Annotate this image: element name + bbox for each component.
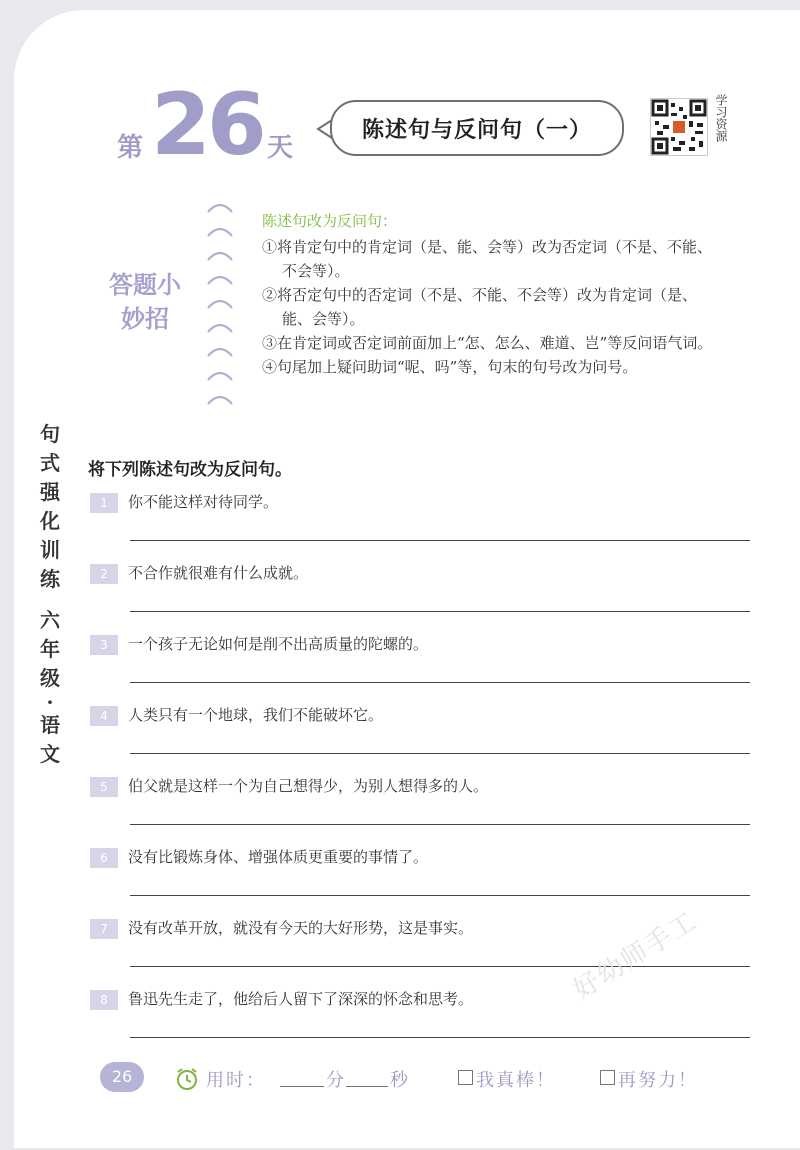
footer (100, 1060, 740, 1096)
question-text: 你不能这样对待同学。 (128, 493, 279, 511)
side-caption-top: 句式强化训练 (40, 422, 60, 591)
page-number: 26 (100, 1062, 144, 1092)
question-number: 6 (90, 848, 118, 868)
question-8 (90, 990, 770, 1060)
exercise-instruction: 将下列陈述句改为反问句。 (88, 460, 292, 480)
tip-item: ②将否定句中的否定词（不是、不能、不会等）改为肯定词（是、能、会等）。 (262, 286, 698, 328)
try-harder-checkbox-label: 再努力！ (618, 1070, 698, 1091)
second-unit: 秒 (390, 1070, 410, 1091)
alarm-clock-icon (174, 1066, 200, 1092)
side-caption-subject: 语文 (40, 713, 60, 766)
day-number: 26 (151, 75, 263, 175)
answer-line[interactable] (130, 824, 750, 825)
question-6 (90, 848, 770, 918)
seconds-blank[interactable] (346, 1086, 388, 1087)
minute-unit: 分 (326, 1070, 346, 1091)
question-4 (90, 706, 770, 776)
qr-label: 学习资源 (714, 94, 728, 142)
great-checkbox[interactable] (458, 1070, 473, 1085)
tip-item: ①将肯定句中的肯定词（是、能、会等）改为否定词（不是、不能、不会等）。 (262, 238, 713, 280)
qr-code-icon[interactable] (650, 98, 708, 156)
question-text: 没有改革开放，就没有今天的大好形势，这是事实。 (128, 919, 474, 937)
answer-line[interactable] (130, 966, 750, 967)
question-3 (90, 635, 770, 705)
question-number: 7 (90, 919, 118, 939)
question-number: 8 (90, 990, 118, 1010)
question-text: 没有比锻炼身体、增强体质更重要的事情了。 (128, 848, 429, 866)
answer-line[interactable] (130, 540, 750, 541)
watermark: 好幼师手工 (568, 905, 703, 1006)
side-caption-dot: · (46, 690, 54, 714)
great-checkbox-label: 我真棒！ (476, 1070, 556, 1091)
question-number: 2 (90, 564, 118, 584)
question-text: 不合作就很难有什么成就。 (128, 564, 309, 582)
answer-line[interactable] (130, 895, 750, 896)
answer-line[interactable] (130, 1037, 750, 1038)
side-caption (38, 420, 62, 769)
question-number: 5 (90, 777, 118, 797)
binder-rings-icon (200, 200, 240, 410)
question-2 (90, 564, 770, 634)
question-number: 3 (90, 635, 118, 655)
day-badge (105, 75, 305, 175)
minutes-blank[interactable] (280, 1086, 324, 1087)
side-caption-grade: 六年级 (40, 608, 60, 690)
tip-item: ④句尾加上疑问助词“呢、吗”等，句末的句号改为问号。 (262, 358, 638, 376)
question-text: 人类只有一个地球，我们不能破坏它。 (128, 706, 384, 724)
try-harder-checkbox[interactable] (600, 1070, 615, 1085)
tips-label: 答题小妙招 (109, 270, 181, 333)
day-prefix: 第 (117, 133, 144, 163)
answer-line[interactable] (130, 682, 750, 683)
question-text: 伯父就是这样一个为自己想得少，为别人想得多的人。 (128, 777, 489, 795)
tips-panel (262, 210, 722, 379)
question-number: 1 (90, 493, 118, 513)
time-label: 用时： (206, 1070, 266, 1091)
day-suffix: 天 (267, 133, 294, 163)
question-5 (90, 777, 770, 847)
tip-item: ③在肯定词或否定词前面加上“怎、怎么、难道、岂”等反问语气词。 (262, 334, 713, 352)
question-number: 4 (90, 706, 118, 726)
tips-heading: 陈述句改为反问句： (262, 212, 398, 230)
lesson-title-bubble (330, 100, 624, 156)
question-1 (90, 493, 770, 563)
question-text: 一个孩子无论如何是削不出高质量的陀螺的。 (128, 635, 429, 653)
question-text: 鲁迅先生走了，他给后人留下了深深的怀念和思考。 (128, 990, 474, 1008)
lesson-title: 陈述句与反问句（一） (361, 116, 592, 143)
answer-line[interactable] (130, 753, 750, 754)
answer-line[interactable] (130, 611, 750, 612)
